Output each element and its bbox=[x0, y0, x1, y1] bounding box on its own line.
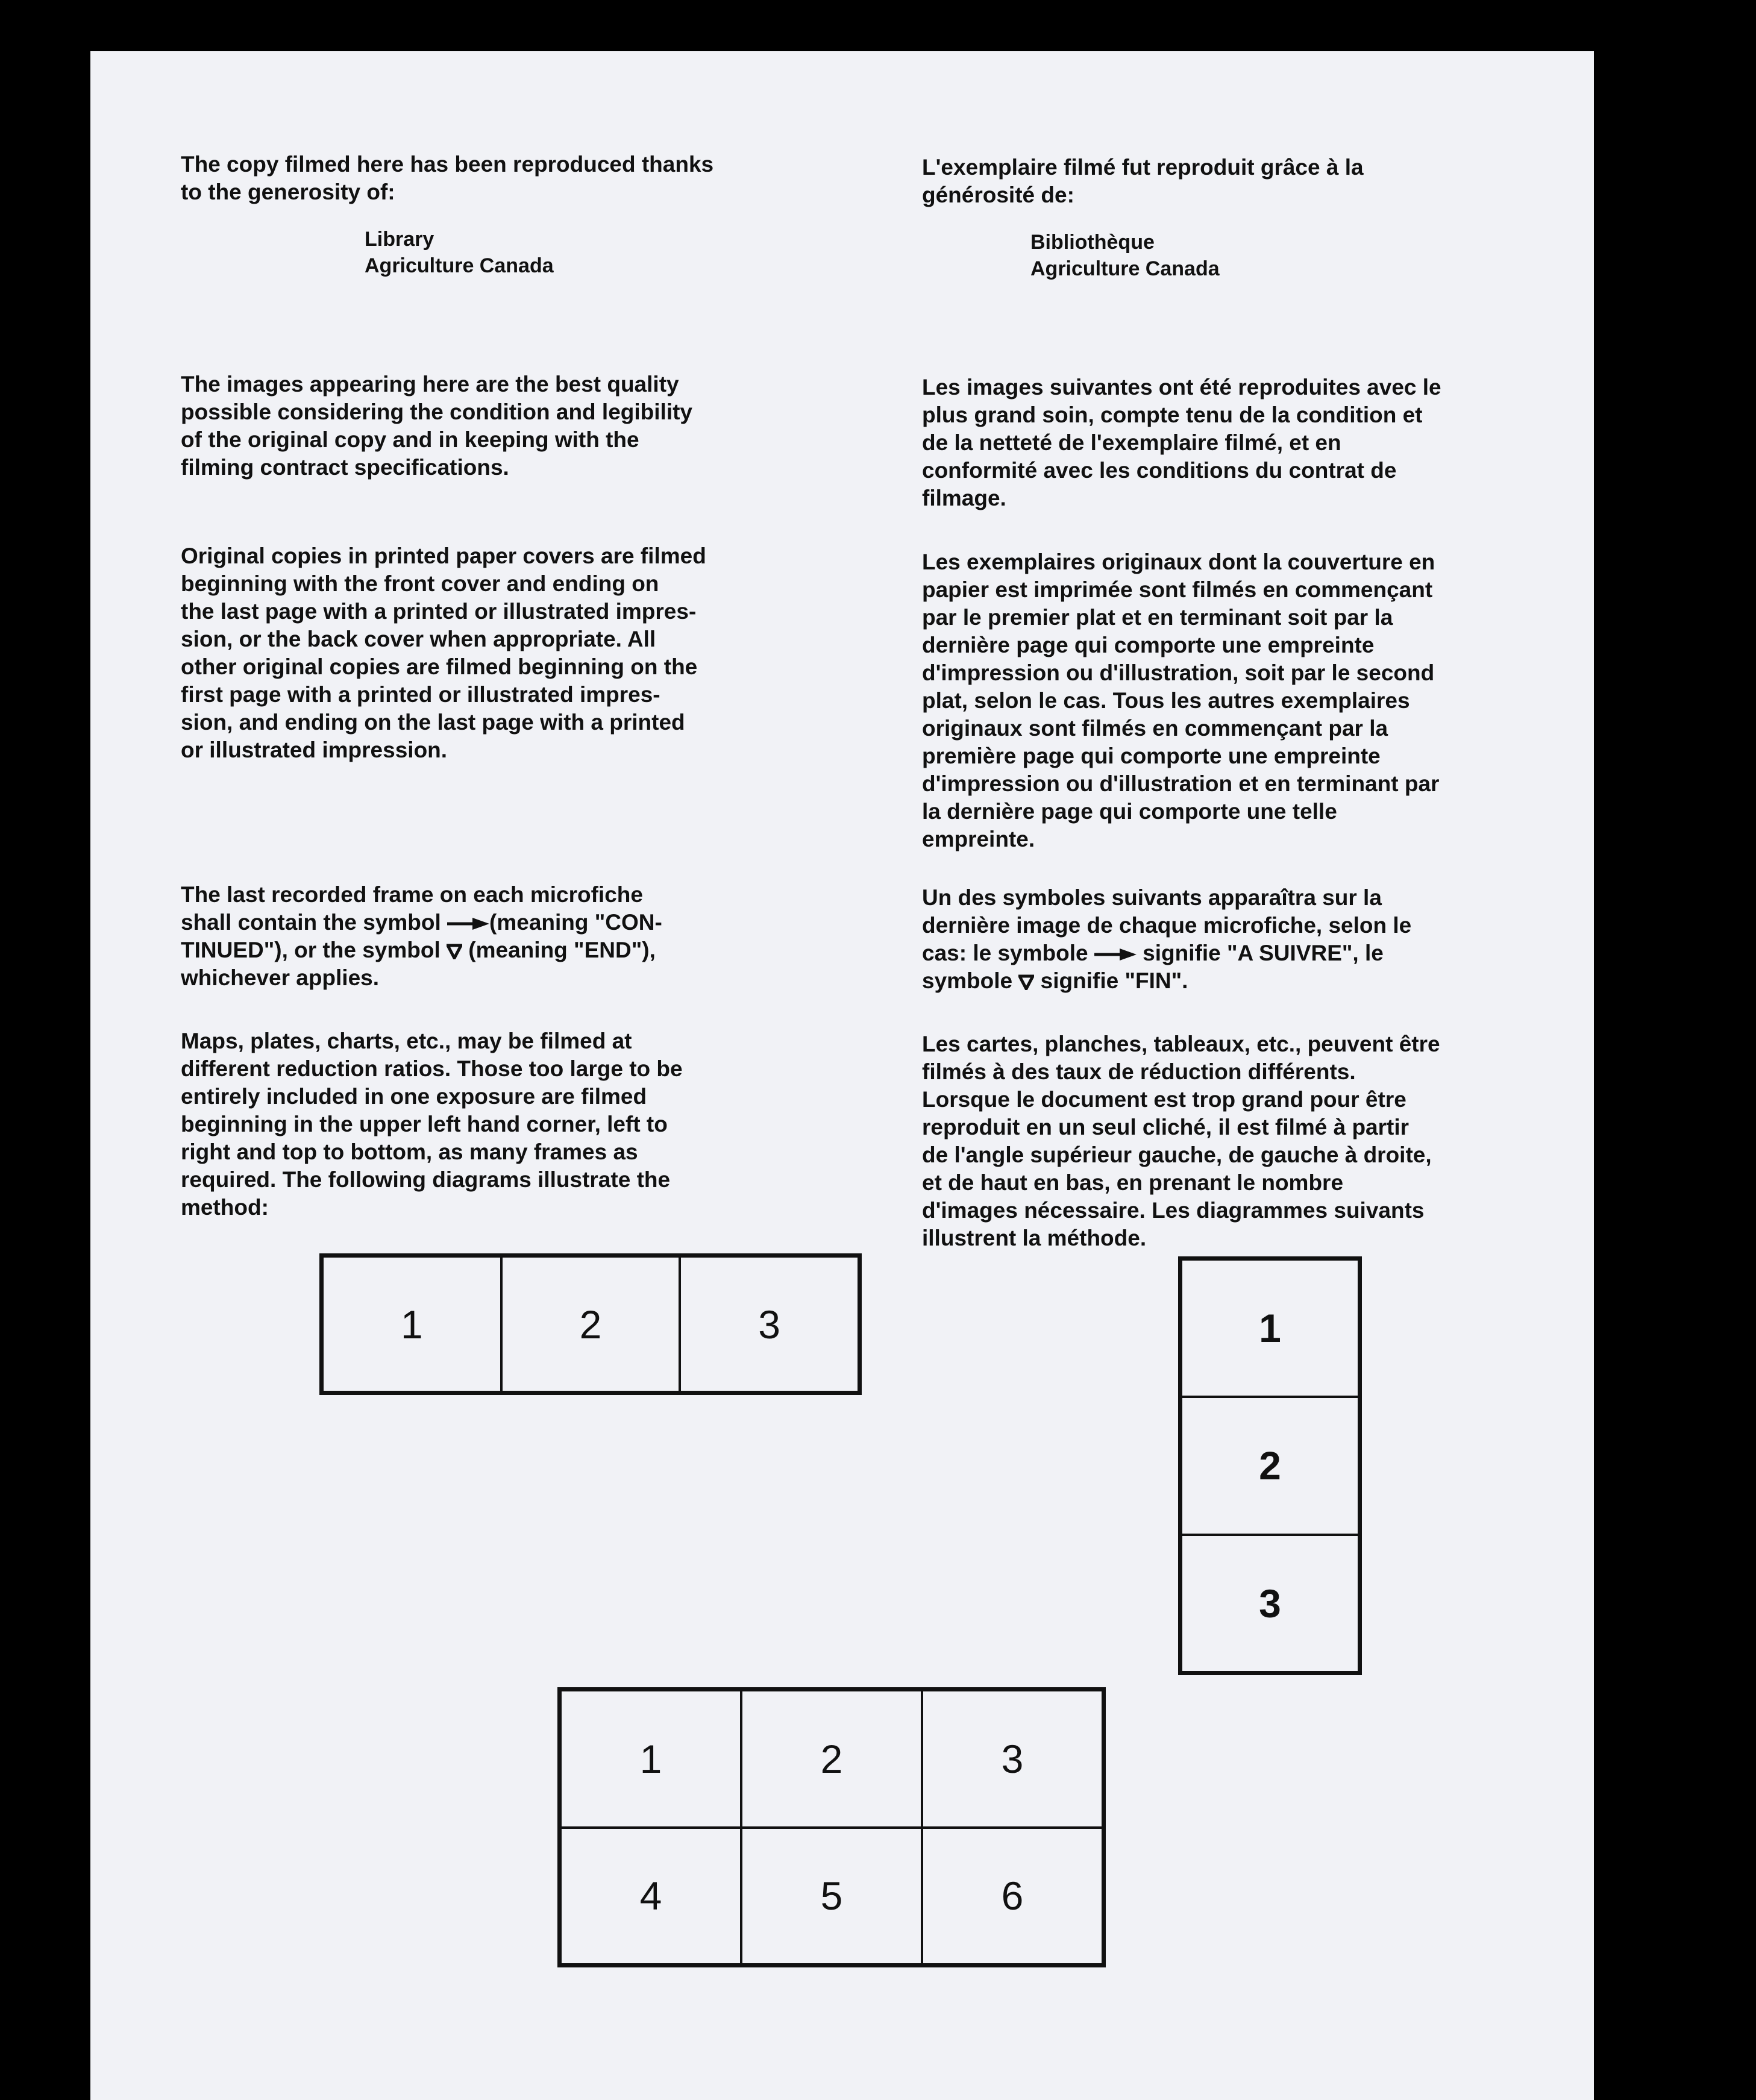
frame-cell: 1 bbox=[322, 1256, 501, 1392]
continued-arrow-icon bbox=[1094, 947, 1137, 962]
frame-cell: 1 bbox=[560, 1690, 741, 1828]
french-quality-paragraph: Les images suivantes ont été reproduites avec le plus grand soin, compte tenu de la condition et de la netteté de l'exemplaire filmé, et en conformité avec les conditions du contrat de filmage. bbox=[922, 375, 1441, 510]
english-maps-paragraph: Maps, plates, charts, etc., may be filmed at different reduction ratios. Those too large to be entirely included in one exposure are filmed beginning in the upper left hand corner, left to right and top to bottom, as many frames as required. The following diagrams illustrate the method: bbox=[181, 1029, 683, 1220]
french-symbols-line2: dernière image de chaque microfiche, selon le bbox=[922, 913, 1412, 938]
english-symbols-paragraph bbox=[181, 881, 662, 992]
frame-cell: 4 bbox=[560, 1828, 741, 1965]
frame-cell: 2 bbox=[741, 1690, 922, 1828]
english-symbols-line4: whichever applies. bbox=[181, 965, 380, 990]
english-covers-paragraph: Original copies in printed paper covers are filmed beginning with the front cover and ending on the last page with a printed or illustrated impres- sion, or the back cover when appropriate. All other original copies are filmed beginning on the first page with a printed or illustrated impres- sion, and ending on the last page with a printed or illustrated impression. bbox=[181, 544, 706, 762]
english-intro: The copy filmed here has been reproduced thanks to the generosity of: bbox=[181, 152, 714, 204]
filmed-page bbox=[90, 51, 1594, 2100]
frame-cell: 6 bbox=[922, 1828, 1103, 1965]
french-intro: L'exemplaire filmé fut reproduit grâce à la générosité de: bbox=[922, 155, 1364, 207]
english-symbols-line1: The last recorded frame on each microfiche bbox=[181, 882, 643, 907]
horizontal-frames-diagram bbox=[319, 1253, 862, 1395]
english-symbols-line3a: TINUED"), or the symbol bbox=[181, 938, 447, 962]
frame-cell: 5 bbox=[741, 1828, 922, 1965]
frame-cell: 1 bbox=[1181, 1259, 1359, 1397]
continued-arrow-icon bbox=[447, 917, 489, 931]
english-symbols-line2b: (meaning "CON- bbox=[489, 910, 662, 935]
english-quality-paragraph: The images appearing here are the best quality possible considering the condition and legibility of the original copy and in keeping with the filming contract specifications. bbox=[181, 372, 693, 480]
french-symbols-line4a: symbole bbox=[922, 968, 1019, 993]
english-symbols-line3b: (meaning "END"), bbox=[462, 938, 656, 962]
french-symbols-line1: Un des symboles suivants apparaîtra sur la bbox=[922, 885, 1382, 910]
english-symbols-line2a: shall contain the symbol bbox=[181, 910, 448, 935]
frame-cell: 3 bbox=[922, 1690, 1103, 1828]
french-symbols-line3a: cas: le symbole bbox=[922, 941, 1094, 965]
french-symbols-paragraph bbox=[922, 884, 1411, 995]
french-symbols-line3b: signifie "A SUIVRE", le bbox=[1136, 941, 1384, 965]
end-triangle-icon bbox=[1018, 974, 1034, 990]
french-covers-paragraph: Les exemplaires originaux dont la couverture en papier est imprimée sont filmés en commençant par le premier plat et en terminant soit par la dernière page qui comporte une empreinte d'impression ou d'illustration, soit par le second plat, selon le cas. Tous les autres exemplaires originaux sont filmés en commençant par la première page qui comporte une empreinte d'impression ou d'illustration et en terminant par la dernière page qui comporte une telle empreinte. bbox=[922, 550, 1440, 851]
frame-cell: 2 bbox=[1181, 1397, 1359, 1534]
vertical-frames-diagram bbox=[1178, 1256, 1362, 1675]
french-symbols-line4b: signifie "FIN". bbox=[1034, 968, 1188, 993]
frame-cell: 3 bbox=[1181, 1535, 1359, 1672]
english-institution: Library Agriculture Canada bbox=[365, 228, 554, 277]
frame-cell: 3 bbox=[680, 1256, 859, 1392]
french-institution: Bibliothèque Agriculture Canada bbox=[1030, 231, 1220, 280]
end-triangle-icon bbox=[447, 944, 462, 959]
french-maps-paragraph: Les cartes, planches, tableaux, etc., peuvent être filmés à des taux de réduction différents. Lorsque le document est trop grand pour être reproduit en un seul cliché, il est filmé à partir de l'angle supérieur gauche, de gauche à droite, et de haut en bas, en prenant le nombre d'images nécessaire. Les diagrammes suivants illustrent la méthode. bbox=[922, 1032, 1440, 1250]
grid-frames-diagram bbox=[557, 1687, 1106, 1967]
frame-cell: 2 bbox=[501, 1256, 680, 1392]
